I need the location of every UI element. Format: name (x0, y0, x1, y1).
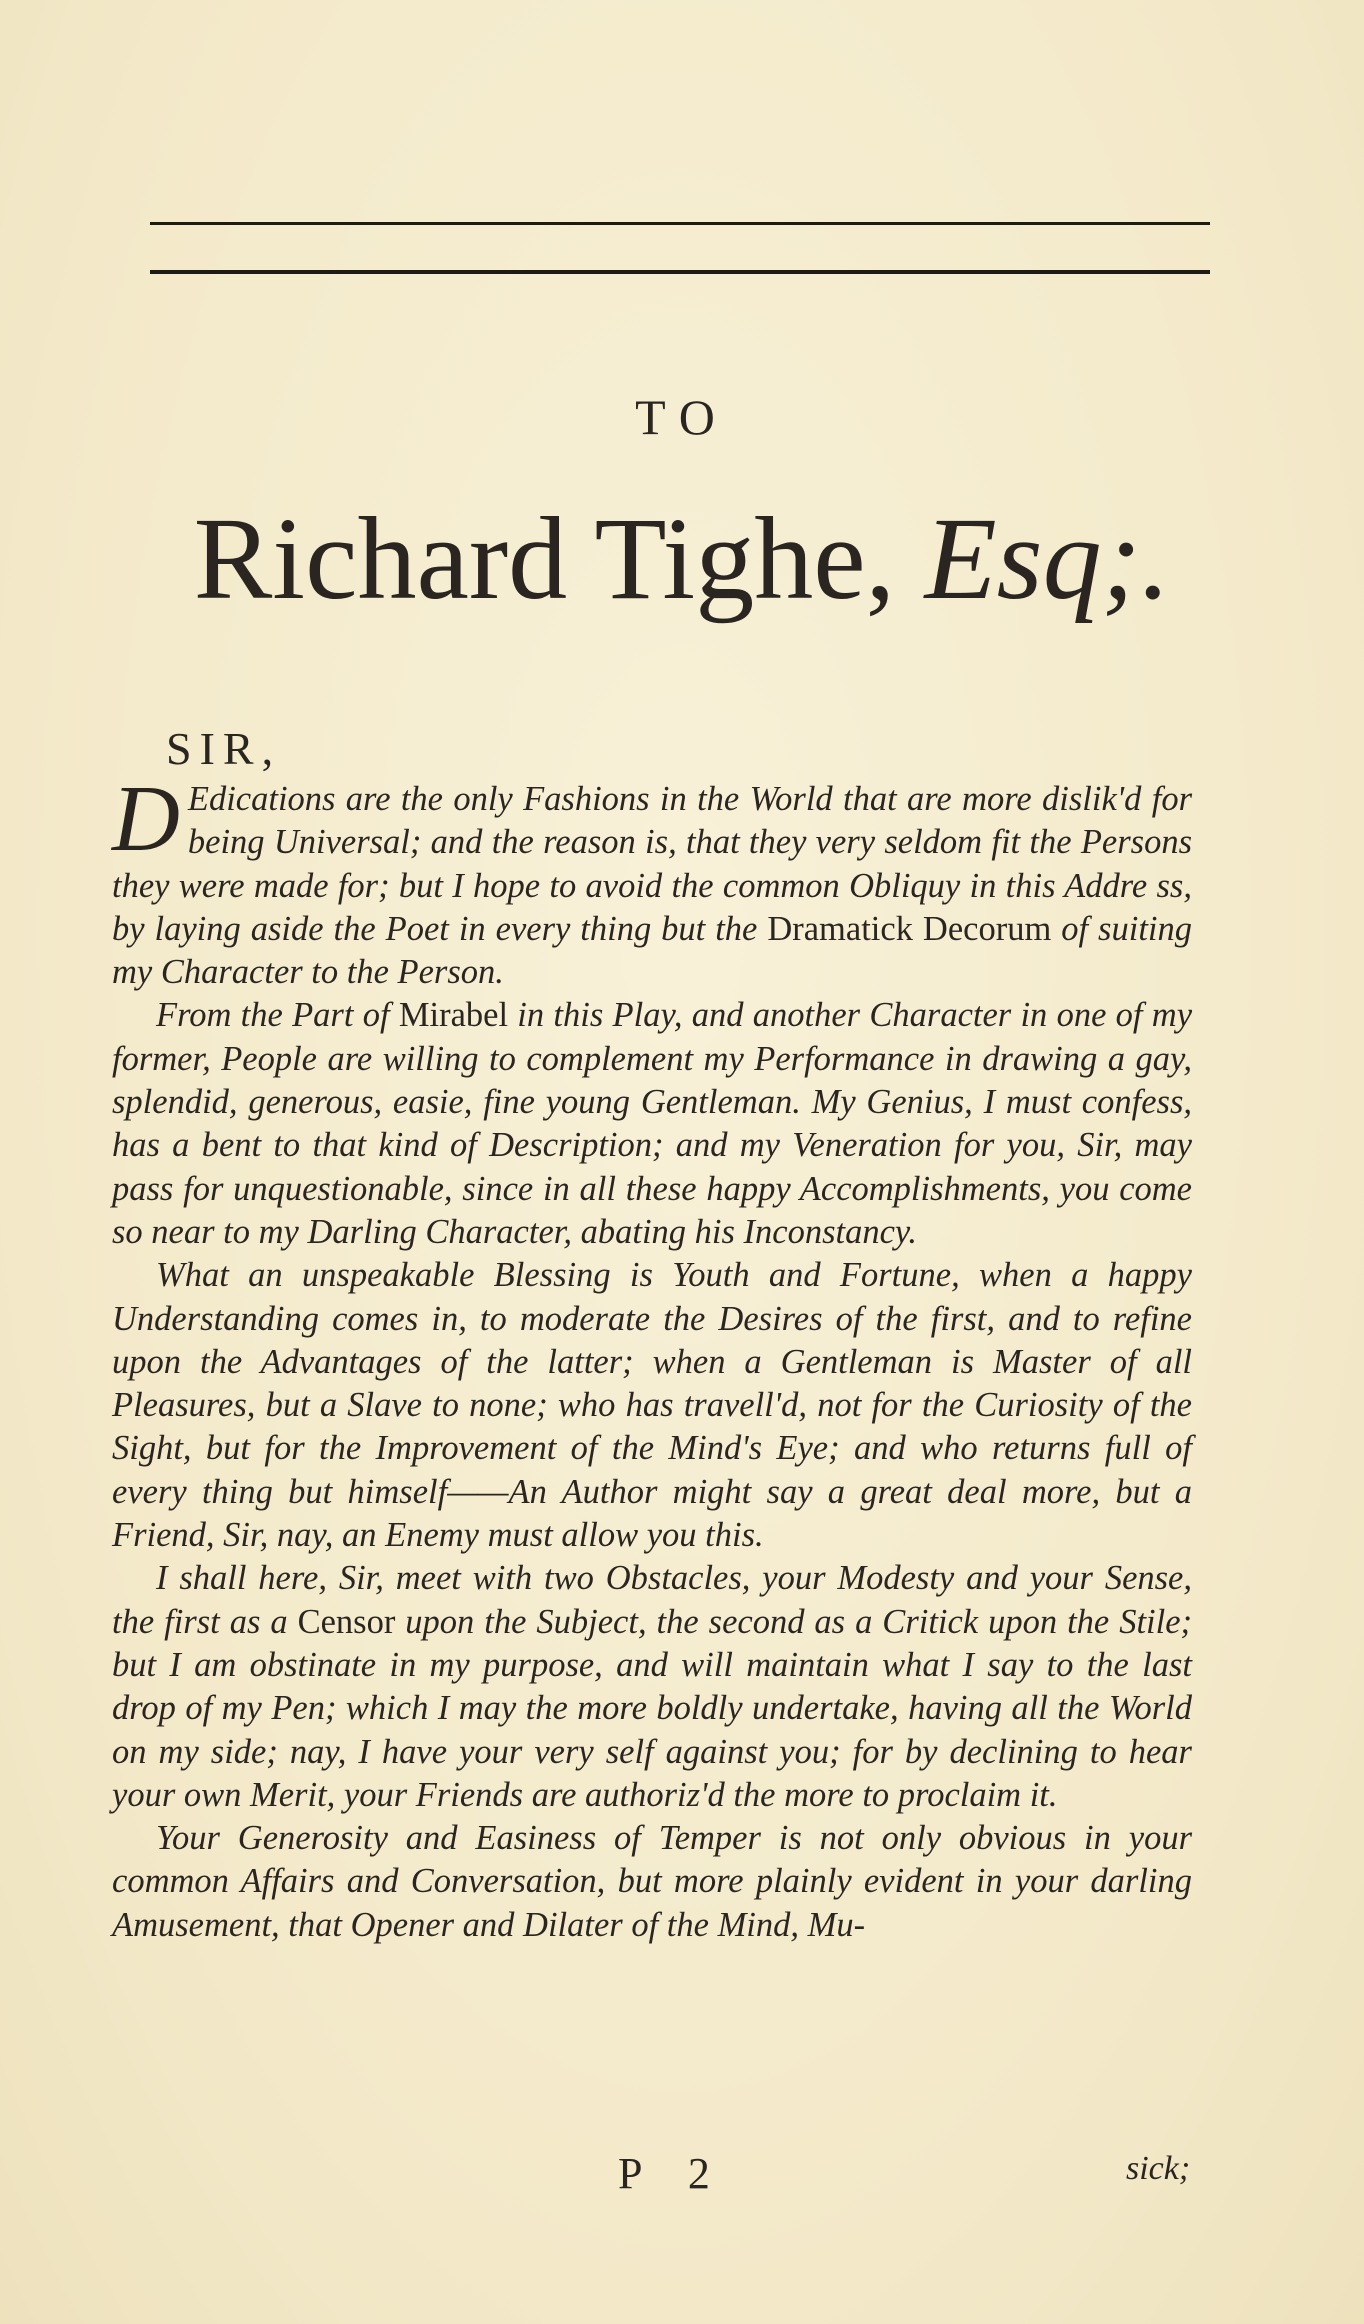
drop-cap: D (112, 767, 180, 871)
p5-text-a: Your Generosity and Easiness of Temper is not only obvious in your common Affairs and Conversation, but more plainly evident in your darling Amusement, that Opener and Dilater of the Mind, Mu- (112, 1819, 1192, 1944)
paragraph-1 (112, 767, 1192, 994)
p3-text-a: What an unspeakable Blessing is Youth and Fortune, when a happy Understanding comes in, to moderate the Desires of the first, and to refine upon the Advantages of the latter; when a Gentleman is Master of all Pleasures, but a Slave to none; who has travell'd, not for the Curiosity of the Sight, but for the Improvement of the Mind's Eye; and who returns full of every thing but himself——An Author might say a great deal more, but a Friend, Sir, nay, an Enemy must allow you this. (112, 1256, 1192, 1555)
paragraph-5 (112, 1817, 1192, 1947)
addressee-name (0, 493, 1364, 624)
paragraph-4 (112, 1557, 1192, 1817)
p4-text-a: I shall here, Sir, meet with two Obstacles, your Modesty and your Sense, the first as a (112, 1559, 1192, 1641)
catchword: sick; (1126, 2150, 1191, 2187)
addressee-esq: Esq;. (924, 493, 1171, 624)
p2-roman: Mirabel (398, 996, 509, 1035)
p1-text-a: Edications are the only Fashions in the World that are more dislik'd for being Universal; and the reason is, that they very seldom fit the Persons they were made for; but I hope to avoid the common Obliquy in this Addre ss, by laying aside the Poet in every thing but the (112, 780, 1192, 948)
p2-text-a: From the Part of (156, 996, 399, 1035)
top-rule (150, 222, 1210, 225)
paragraph-2 (112, 994, 1192, 1254)
p4-roman: Censor (297, 1602, 396, 1641)
paragraph-3 (112, 1254, 1192, 1557)
addressee-main: Richard Tighe, (193, 493, 896, 624)
dedication-body (112, 767, 1193, 1947)
signature-mark: P 2 (618, 2149, 728, 2198)
p4-text-b: upon the Subject, the second as a Critick upon the Stile; but I am obstinate in my purpose, and will maintain what I say to the last drop of my Pen; which I may the more boldly undertake, having all the World on my side; nay, I have your very self against you; for by declining to hear your own Merit, your Friends are authoriz'd the more to proclaim it. (112, 1602, 1192, 1814)
p1-roman: Dramatick Decorum (767, 909, 1052, 948)
dedication-to: TO (635, 389, 729, 445)
second-rule (150, 270, 1210, 274)
p1-text-b: of suiting my Character to the Person. (112, 909, 1192, 992)
p2-text-b: in this Play, and another Character in one of my former, People are willing to complement my Performance in drawing a gay, splendid, generous, easie, fine young Gentleman. My Genius, I must confess, has a bent to that kind of Description; and my Veneration for you, Sir, may pass for unquestionable, since in all these happy Accomplishments, you come so near to my Darling Character, abating his Inconstancy. (112, 996, 1193, 1251)
salutation: SIR, (166, 723, 282, 774)
